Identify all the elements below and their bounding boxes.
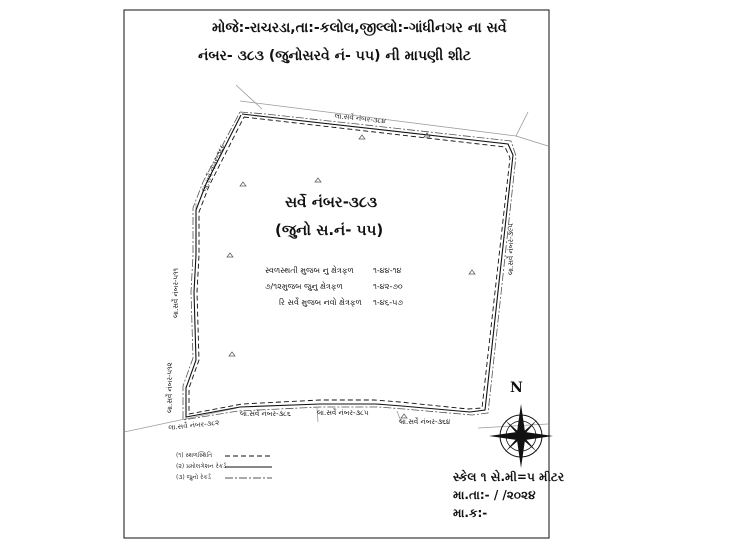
extension-line [516,136,548,146]
neighbour-label-bottom-4: લા.સર્વે નંબર-૩૬૪ [399,418,451,426]
neighbour-label-right: લા.સર્વે નંબર-૩૯૫ [507,223,515,275]
area-value-site: ૧-૪૪-૧૪ [373,266,402,275]
legend-label-promulgation: (૨) પ્રમોલગેશન રેકર્ડ [176,463,227,470]
area-value-7-12: ૧-૪૨-૭૦ [373,282,403,291]
legend-label-old-record: (૩) જુનો રેકર્ડ [176,474,211,481]
compass-north-label: N [510,380,523,396]
neighbour-label-left: લા.સર્વે નંબર-૫૧૧ [172,268,180,318]
scale-label: સ્કેલ ૧ સે.મી=૫ મીટર [453,470,565,484]
area-label-7-12: ૭/૧૨મુજબ જુનુ ક્ષેત્રફળ [265,282,343,291]
reference-label: મા.ક:- [453,506,488,520]
old-survey-number-label: (જુનો સ.નં- ૫૫) [275,221,384,239]
area-label-resurvey: રિ સર્વે મુજબ નવો ક્ષેત્રફળ [279,298,362,307]
date-label: મા.તા:- / /૨૦૨૪ [453,488,536,502]
neighbour-label-top-left: લા.સર્વે નંબર-૩૮૮ [200,142,227,193]
sheet-title-line-1: મોજે:-રાચરડા,તા:-કલોલ,જીલ્લો:-ગાંધીનગર ના સર્વે [212,20,507,36]
extension-line [516,112,528,136]
extension-line [236,85,262,109]
survey-number-label: સર્વે નંબર-૩૮૩ [285,193,378,211]
sheet-title-line-2: નંબર- ૩૮૩ (જુનોસરવે નં- ૫૫) ની માપણી શીટ [198,48,472,64]
area-label-site: સ્વળસ્થતી મુજબ નુ ક્ષેત્રફળ [265,266,354,275]
legend-label-site: (૧) સ્થળસ્થિતિ [176,452,213,459]
neighbour-label-bottom-left-vertical: લા.સર્વે નંબર-૫૧૨ [166,362,174,413]
neighbour-label-bottom-3: લા.સર્વે નંબર-૩૮૫ [317,409,369,417]
neighbour-label-bottom-1: લા.સર્વે નંબર-૩૮૨ [168,418,220,432]
neighbour-label-bottom-2: લા.સર્વે નંબર-૩૮૬ [240,410,291,418]
compass-rose-icon [489,404,553,468]
neighbour-label-top: લા.સર્વે નંબર-૩૮૪ [334,112,387,126]
area-value-resurvey: ૧-૪૬-૫૭ [373,298,403,307]
